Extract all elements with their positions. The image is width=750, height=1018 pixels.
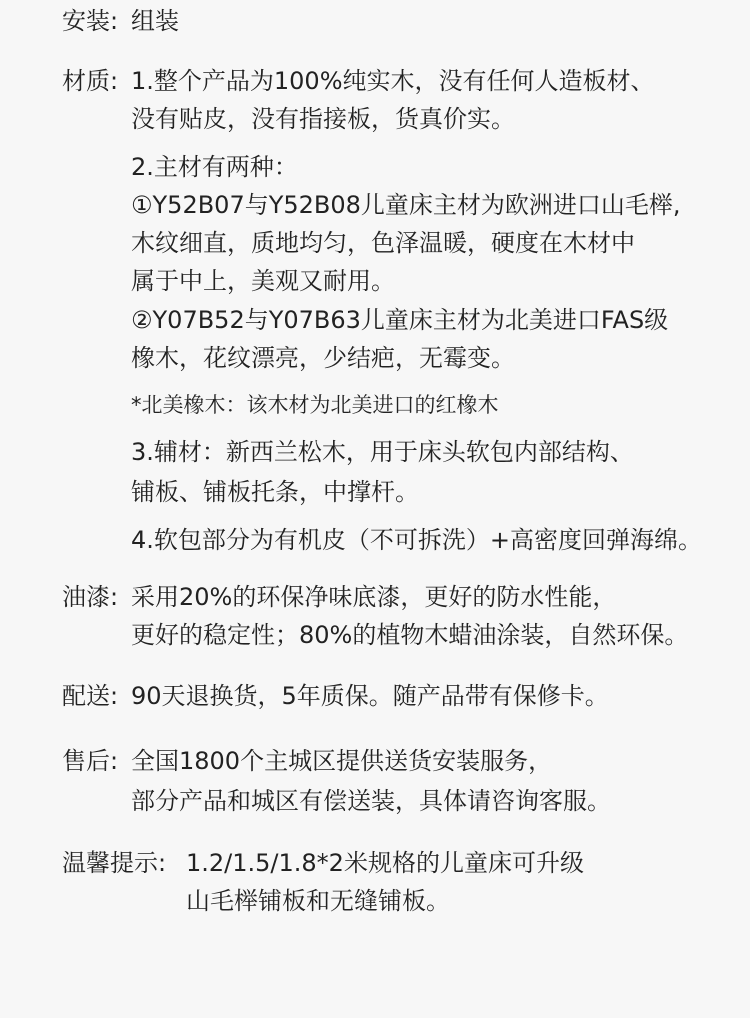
paint-line-1: 采用20%的环保净味底漆，更好的防水性能， [131,583,617,611]
material-line-4: ①Y52B07与Y52B08儿童床主材为欧洲进口山毛榉, [131,191,681,219]
paint-line-2: 更好的稳定性；80%的植物木蜡油涂装，自然环保。 [131,621,689,649]
material-line-7: ②Y07B52与Y07B63儿童床主材为北美进口FAS级 [131,306,669,334]
install-text: 组装 [131,7,179,35]
aftersale-line-2: 部分产品和城区有偿送装，具体请咨询客服。 [131,787,611,815]
paint-label: 油漆: [62,583,119,611]
tips-line-1: 1.2/1.5/1.8*2米规格的儿童床可升级 [186,849,584,877]
material-line-8: 橡木，花纹漂亮，少结疤，无霉变。 [131,344,515,372]
material-label: 材质: [62,67,119,95]
material-line-11: 4.软包部分为有机皮（不可拆洗）+高密度回弹海绵。 [131,526,703,554]
tips-label: 温馨提示: [62,849,167,877]
material-note: *北美橡木：该木材为北美进口的红橡木 [131,393,499,417]
delivery-label: 配送: [62,682,119,710]
material-line-2: 没有贴皮，没有指接板，货真价实。 [131,105,515,133]
install-label: 安装: [62,7,119,35]
material-line-3: 2.主材有两种： [131,153,298,181]
tips-line-2: 山毛榉铺板和无缝铺板。 [186,887,450,915]
aftersale-label: 售后: [62,747,119,775]
material-line-9: 3.辅材：新西兰松木，用于床头软包内部结构、 [131,438,634,466]
delivery-text: 90天退换货，5年质保。随产品带有保修卡。 [131,682,609,710]
aftersale-line-1: 全国1800个主城区提供送货安装服务， [131,747,553,775]
material-line-5: 木纹细直，质地均匀，色泽温暖，硬度在木材中 [131,229,635,257]
material-line-1: 1.整个产品为100%纯实木，没有任何人造板材、 [131,67,655,95]
material-line-6: 属于中上，美观又耐用。 [131,267,395,295]
material-line-10: 铺板、铺板托条，中撑杆。 [131,478,419,506]
